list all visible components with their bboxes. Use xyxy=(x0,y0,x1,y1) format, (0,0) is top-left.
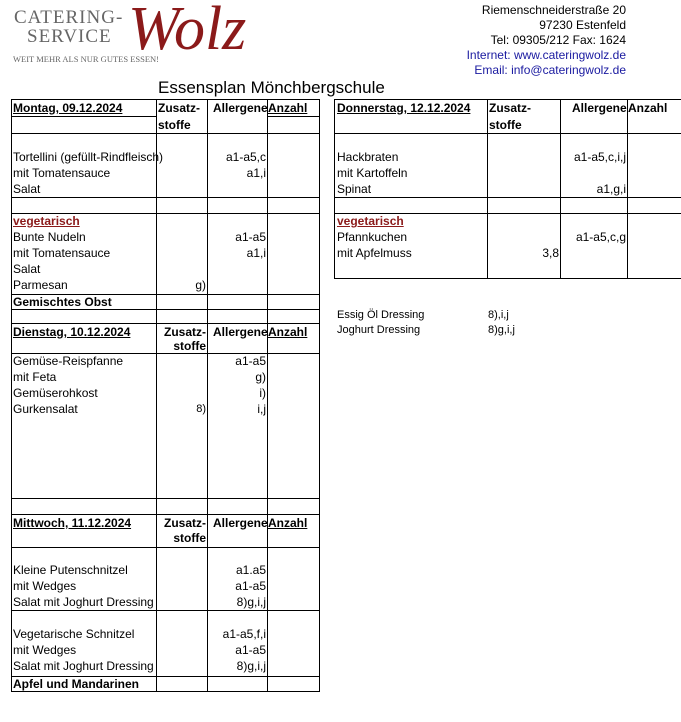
allergen: a1,i xyxy=(246,166,266,180)
page-title: Essensplan Mönchbergschule xyxy=(158,78,385,97)
allergen: g) xyxy=(255,370,266,384)
col-allergene: Allergene xyxy=(213,101,268,115)
col-zusatz: Zusatz- xyxy=(489,101,531,115)
menu-item: mit Feta xyxy=(13,370,57,384)
menu-item: Salat xyxy=(13,182,41,196)
menu-item: Pfannkuchen xyxy=(337,230,408,244)
zusatz: 8) xyxy=(196,403,206,415)
menu-item: Salat mit Joghurt Dressing xyxy=(13,659,154,673)
col-allergene: Allergene xyxy=(213,325,268,339)
col-zusatz2: stoffe xyxy=(173,339,206,353)
menu-item: Vegetarische Schnitzel xyxy=(13,627,135,641)
allergen: 8)g,i,j xyxy=(236,595,266,609)
menu-item: mit Wedges xyxy=(13,643,77,657)
address-street: Riemenschneiderstraße 20 xyxy=(481,3,626,17)
logo-line2: SERVICE xyxy=(27,26,112,47)
col-anzahl: Anzahl xyxy=(628,101,668,115)
day-date: Montag, 09.12.2024 xyxy=(13,101,123,115)
allergen: i) xyxy=(259,386,266,400)
dessert: Gemischtes Obst xyxy=(13,295,112,309)
allergen: i,j xyxy=(257,402,266,416)
menu-item: mit Wedges xyxy=(13,579,77,593)
allergen: a1-a5 xyxy=(235,354,266,368)
dessert: Apfel und Mandarinen xyxy=(13,677,139,691)
logo-line1: CATERING- xyxy=(14,7,124,28)
allergen: a1-a5 xyxy=(235,579,266,593)
menu-item: Salat xyxy=(13,262,41,276)
address-email[interactable]: Email: info@cateringwolz.de xyxy=(474,63,626,77)
zusatz: 3,8 xyxy=(542,246,559,260)
dressing-name: Joghurt Dressing xyxy=(337,324,421,336)
menu-item: Kleine Putenschnitzel xyxy=(13,563,128,577)
dressing-code: 8),i,j xyxy=(488,309,509,321)
allergen: a1-a5 xyxy=(235,230,266,244)
menu-item: Bunte Nudeln xyxy=(13,230,86,244)
veg-label: vegetarisch xyxy=(13,214,80,228)
allergen: a1-a5,c xyxy=(225,150,266,164)
menu-item: Tortellini (gefüllt-Rindfleisch) xyxy=(13,150,164,164)
col-zusatz: Zusatz- xyxy=(164,516,206,530)
logo-tagline: WEIT MEHR ALS NUR GUTES ESSEN! xyxy=(13,54,159,64)
col-zusatz: Zusatz- xyxy=(164,325,206,339)
day-date: Donnerstag, 12.12.2024 xyxy=(337,101,471,115)
allergen: 8)g,i,j xyxy=(236,659,266,673)
menu-item: Gurkensalat xyxy=(13,402,78,416)
menu-item: mit Tomatensauce xyxy=(13,166,111,180)
menu-item: Spinat xyxy=(337,182,372,196)
logo-script: Wolz xyxy=(128,0,247,63)
menu-item: mit Kartoffeln xyxy=(337,166,408,180)
menu-item: mit Apfelmuss xyxy=(337,246,412,260)
dressing-code: 8)g,i,j xyxy=(488,324,515,336)
menu-item: Salat mit Joghurt Dressing xyxy=(13,595,154,609)
dressing-name: Essig Öl Dressing xyxy=(337,309,425,321)
zusatz: g) xyxy=(195,278,206,292)
col-anzahl: Anzahl xyxy=(268,325,308,339)
allergen: a1.a5 xyxy=(235,563,266,577)
col-zusatz2: stoffe xyxy=(489,118,522,132)
col-allergene: Allergene xyxy=(572,101,627,115)
veg-label: vegetarisch xyxy=(337,214,404,228)
col-anzahl: Anzahl xyxy=(268,101,308,115)
col-zusatz2: stoffe xyxy=(158,118,191,132)
address-phone: Tel: 09305/212 Fax: 1624 xyxy=(490,33,626,47)
allergen: a1,g,i xyxy=(596,182,626,196)
menu-item: mit Tomatensauce xyxy=(13,246,111,260)
menu-item: Gemüse-Reispfanne xyxy=(13,354,124,368)
allergen: a1-a5,c,i,j xyxy=(573,150,626,164)
allergen: a1-a5,c,g xyxy=(575,230,626,244)
day-date: Dienstag, 10.12.2024 xyxy=(13,325,131,339)
col-zusatz: Zusatz- xyxy=(158,101,200,115)
address-city: 97230 Estenfeld xyxy=(539,18,626,32)
menu-item: Gemüserohkost xyxy=(13,386,98,400)
address-internet[interactable]: Internet: www.cateringwolz.de xyxy=(466,48,626,62)
allergen: a1,i xyxy=(246,246,266,260)
allergen: a1-a5 xyxy=(235,643,266,657)
col-anzahl: Anzahl xyxy=(268,516,308,530)
col-allergene: Allergene xyxy=(213,516,268,530)
day-date: Mittwoch, 11.12.2024 xyxy=(13,516,132,530)
menu-item: Hackbraten xyxy=(337,150,399,164)
col-zusatz2: stoffe xyxy=(173,531,206,545)
menu-item: Parmesan xyxy=(13,278,68,292)
allergen: a1-a5,f,i xyxy=(222,627,266,641)
